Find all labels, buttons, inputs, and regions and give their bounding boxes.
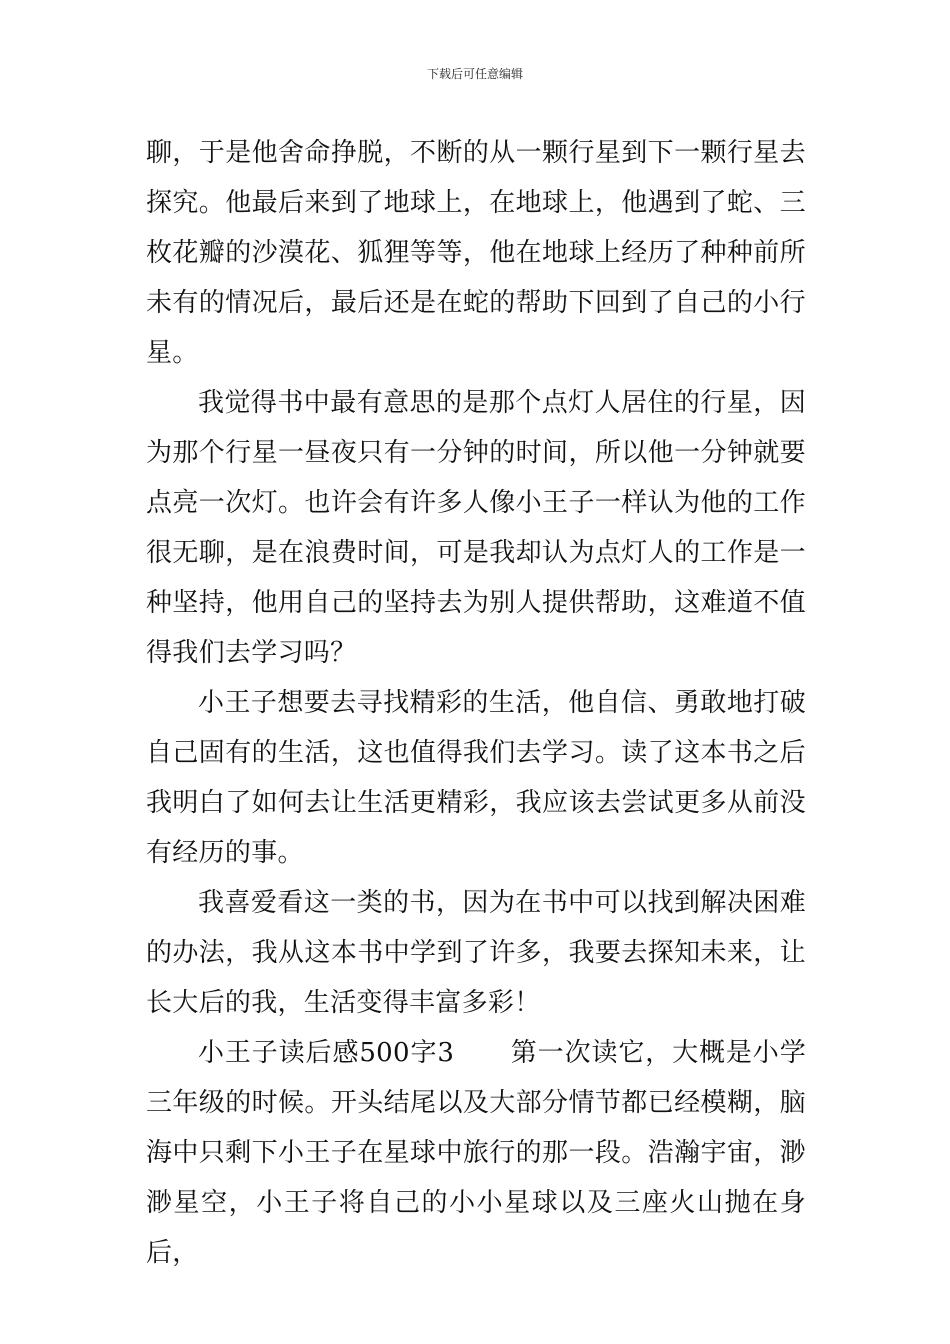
body-text (146, 128, 806, 1278)
paragraph-brave-life: 小王子想要去寻找精彩的生活，他自信、勇敢地打破自己固有的生活，这也值得我们去学习。读了这本书之后我明白了如何去让生活更精彩，我应该去尝试更多从前没有经历的事。 (146, 688, 806, 868)
page-header: 下载后可任意编辑 (426, 67, 523, 81)
paragraph-love-books: 我喜爱看这一类的书，因为在书中可以找到解决困难的办法，我从这本书中学到了许多，我要去探知未来，让长大后的我，生活变得丰富多彩！ (146, 888, 806, 1018)
paragraph-continuation: 聊，于是他舍命挣脱，不断的从一颗行星到下一颗行星去探究。他最后来到了地球上，在地球上，他遇到了蛇、三枚花瓣的沙漠花、狐狸等等，他在地球上经历了种种前所未有的情况后，最后还是在蛇的帮助下回到了自己的小行星。 (146, 138, 806, 368)
section-title: 小王子读后感500字3 (198, 1038, 455, 1068)
section-text: 第一次读它，大概是小学三年级的时候。开头结尾以及大部分情节都已经模糊，脑海中只剩下小王子在星球中旅行的那一段。浩瀚宇宙，渺渺星空，小王子将自己的小小星球以及三座火山抛在身后， (146, 1038, 806, 1268)
paragraph-section-3 (146, 1028, 806, 1278)
paragraph-lamplighter: 我觉得书中最有意思的是那个点灯人居住的行星，因为那个行星一昼夜只有一分钟的时间，所以他一分钟就要点亮一次灯。也许会有许多人像小王子一样认为他的工作很无聊，是在浪费时间，可是我却认为点灯人的工作是一种坚持，他用自己的坚持去为别人提供帮助，这难道不值得我们去学习吗？ (146, 388, 806, 668)
